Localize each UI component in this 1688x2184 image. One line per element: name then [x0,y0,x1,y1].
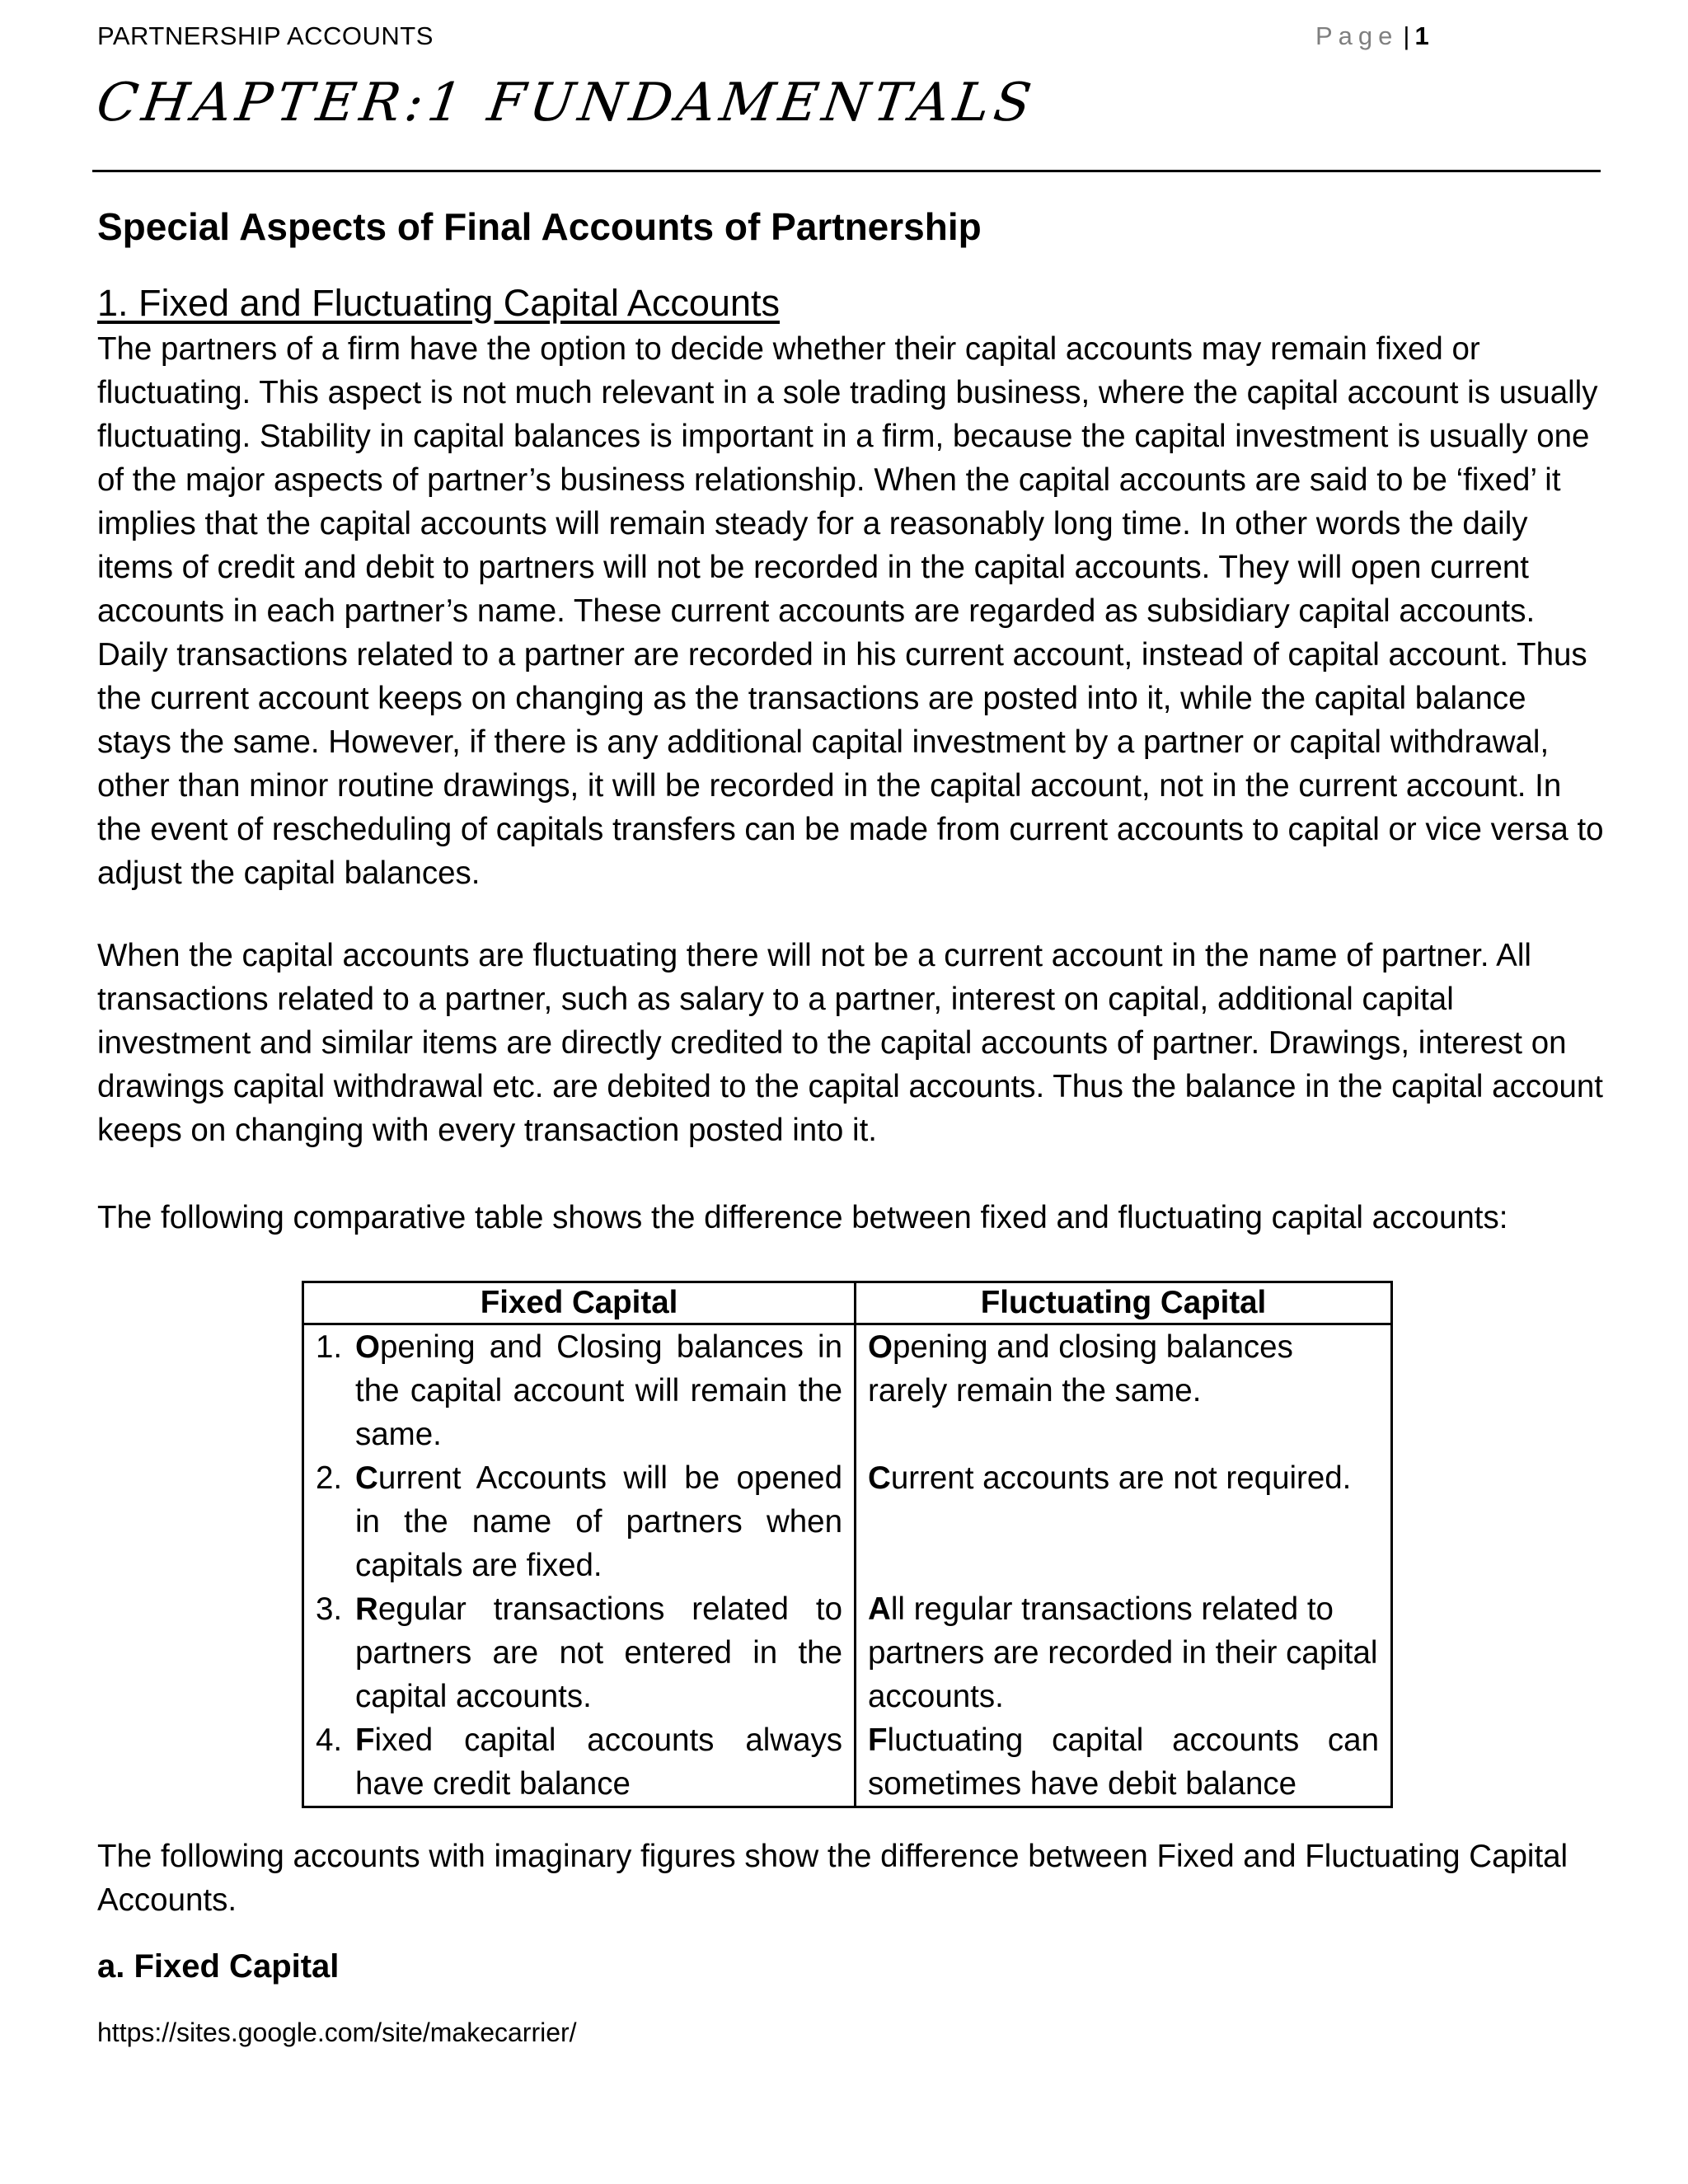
table-row [303,1324,1392,1457]
row-index: 3. [316,1591,343,1627]
fluct-text: pening and closing balances rarely remain the same. [868,1329,1293,1408]
fixed-capital-cell [303,1456,856,1587]
section-heading: 1. Fixed and Fluctuating Capital Accounts [97,282,780,324]
fluct-first-letter: C [868,1460,891,1496]
fixed-first-letter: O [355,1329,380,1365]
header-fluctuating-capital: Fluctuating Capital [856,1282,1392,1324]
fluctuating-capital-cell [856,1324,1392,1457]
fluct-text: luctuating capital accounts can sometimes have debit balance [868,1722,1379,1802]
fixed-text: ixed capital accounts always have credit balance [355,1722,842,1802]
fixed-capital-cell [303,1324,856,1457]
fixed-text: egular transactions related to partners are not entered in the capital accounts. [355,1591,842,1714]
fluctuating-capital-cell [856,1718,1392,1807]
fluctuating-capital-cell [856,1587,1392,1718]
page-number-indicator [1315,21,1429,51]
fluctuating-capital-cell [856,1456,1392,1587]
sub-heading-fixed-capital: a. Fixed Capital [97,1948,340,1985]
page-separator: | [1403,21,1410,50]
fluct-first-letter: F [868,1722,888,1758]
paragraph-fixed-capital: The partners of a firm have the option to decide whether their capital accounts may remain fixed or fluctuating. This aspect is not much relevant in a sole trading business, where the capital account is usually fluctuating. Stability in capital balances is important in a firm, because the capital investment is usually one of the major aspects of partner’s business relationship. When the capital accounts are said to be ‘fixed’ it implies that the capital accounts will remain steady for a reasonably long time. In other words the daily items of credit and debit to partners will not be recorded in the capital accounts. They will open current accounts in each partner’s name. These current accounts are regarded as subsidiary capital accounts. Daily transactions related to a partner are recorded in his current account, instead of capital account. Thus the current account keeps on changing as the transactions are posted into it, while the capital balance stays the same. However, if there is any additional capital investment by a partner or capital withdrawal, other than minor routine drawings, it will be recorded in the capital account, not in the current account. In the event of rescheduling of capitals transfers can be made from current accounts to capital or vice versa to adjust the capital balances. [97,331,1604,891]
chapter-title: CHAPTER:1 FUNDAMENTALS [92,73,1040,134]
table-header-row [303,1282,1392,1324]
fixed-first-letter: C [355,1460,378,1496]
document-heading: Special Aspects of Final Accounts of Partnership [97,205,982,248]
comparison-table-container [302,1281,1393,1808]
fixed-first-letter: R [355,1591,378,1627]
table-row [303,1587,1392,1718]
footer-url: https://sites.google.com/site/makecarrier/ [97,2018,577,2047]
header-fixed-capital: Fixed Capital [303,1282,856,1324]
fluct-text: urrent accounts are not required. [890,1460,1352,1496]
row-index: 2. [316,1460,343,1496]
header-divider [92,170,1601,172]
fixed-text: urrent Accounts will be opened in the name of partners when capitals are fixed. [355,1460,842,1583]
page-label: Page [1315,21,1399,50]
paragraph-fluctuating-capital: When the capital accounts are fluctuating there will not be a current account in the name of partner. All transactions related to a partner, such as salary to a partner, interest on capital, additional capital investment and similar items are directly credited to the capital accounts of partner. Drawings, interest on drawings capital withdrawal etc. are debited to the capital accounts. Thus the balance in the capital account keeps on changing with every transaction posted into it. [97,938,1604,1148]
table-row [303,1718,1392,1807]
paragraph-table-intro: The following comparative table shows the difference between fixed and fluctuating capital accounts: [97,1200,1508,1235]
fixed-capital-cell [303,1718,856,1807]
paragraph-accounts-intro: The following accounts with imaginary figures show the difference between Fixed and Fluctuating Capital Accounts. [97,1839,1568,1918]
fixed-first-letter: F [355,1722,375,1758]
table-row [303,1456,1392,1587]
page-number: 1 [1414,21,1429,50]
comparison-table [302,1281,1393,1808]
fluct-text: ll regular transactions related to partners are recorded in their capital accounts. [868,1591,1378,1714]
row-index: 4. [316,1722,343,1758]
row-index: 1. [316,1329,343,1365]
fixed-text: pening and Closing balances in the capital account will remain the same. [355,1329,842,1452]
fixed-capital-cell [303,1587,856,1718]
fluct-first-letter: A [868,1591,891,1627]
running-header-title: PARTNERSHIP ACCOUNTS [97,21,434,50]
fluct-first-letter: O [868,1329,893,1365]
